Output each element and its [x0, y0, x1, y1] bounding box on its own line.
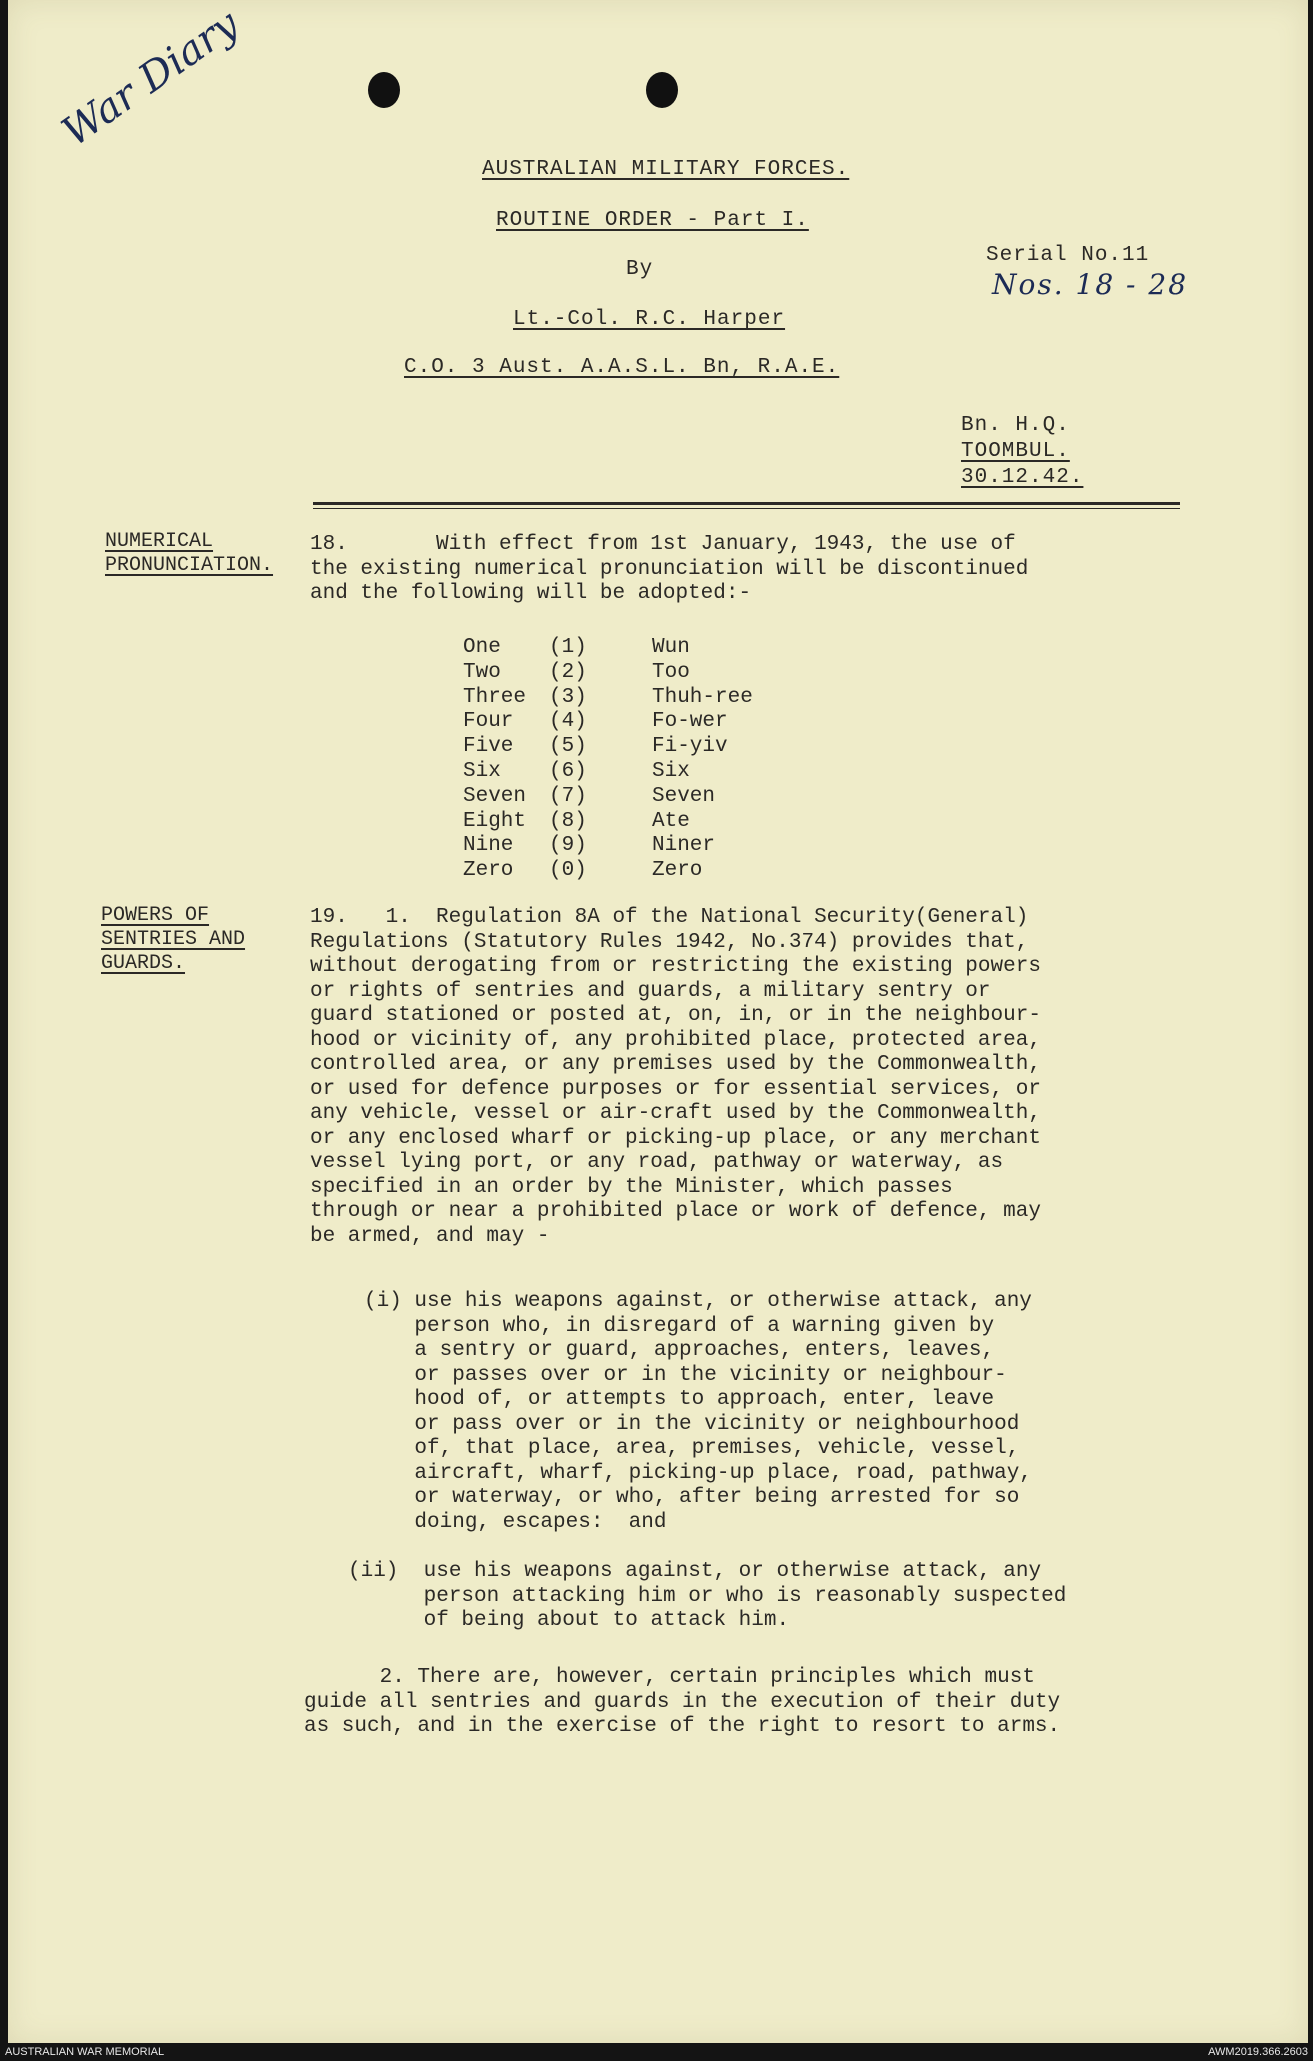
- number-pronunciation: Zero: [652, 859, 703, 883]
- by-line: By: [626, 258, 654, 281]
- document-page: [8, 0, 1308, 2043]
- number-digit: (2): [549, 660, 587, 684]
- divider: [313, 502, 1180, 505]
- pronunciation-row: [463, 636, 753, 661]
- number-word: Eight: [463, 809, 527, 833]
- punch-hole: [368, 72, 400, 108]
- number-word: Two: [463, 660, 501, 684]
- number-digit: (5): [549, 735, 587, 759]
- number-pronunciation: Thuh-ree: [652, 685, 753, 709]
- number-word: Seven: [463, 784, 527, 808]
- number-digit: (7): [549, 784, 587, 808]
- org-heading: AUSTRALIAN MILITARY FORCES.: [482, 158, 850, 181]
- hq-location: TOOMBUL.: [961, 440, 1070, 463]
- number-word: Four: [463, 710, 514, 734]
- number-pronunciation: Wun: [652, 636, 690, 659]
- number-word: Five: [463, 735, 514, 759]
- pronunciation-row: [463, 859, 753, 884]
- pronunciation-table: [463, 636, 753, 884]
- pronunciation-row: [463, 834, 753, 859]
- order-heading: ROUTINE ORDER - Part I.: [496, 209, 809, 232]
- pronunciation-row: [463, 735, 753, 760]
- number-pronunciation: Six: [652, 759, 690, 783]
- handwritten-order-numbers: Nos. 18 - 28: [992, 268, 1189, 301]
- number-digit: (9): [549, 834, 587, 858]
- section-19-clause-ii: (ii) use his weapons against, or otherwise attack, any person attacking him or who is reasonably suspected of being about to attack him.: [348, 1560, 1067, 1632]
- number-word: Six: [463, 759, 501, 783]
- pronunciation-row: [463, 785, 753, 810]
- number-digit: (4): [549, 710, 587, 734]
- pronunciation-row: [463, 686, 753, 711]
- number-pronunciation: Seven: [652, 784, 716, 808]
- number-pronunciation: Niner: [652, 834, 716, 858]
- number-word: Zero: [463, 859, 514, 883]
- footer-credit: AUSTRALIAN WAR MEMORIAL: [5, 2046, 165, 2058]
- section-19-text: 19. 1. Regulation 8A of the National Security(General) Regulations (Statutory Rules 1942, No.374) provides that, without derogating from or restricting the existing powers or rights of sentries and guards, a military sentry or guard stationed or posted at, on, in, or in the neighbour- hood or vicinity of, any prohibited place, protected area, controlled area, or any premises used by the Commonwealth, or used for defence purposes or for essential services, or any vehicle, vessel or air-craft used by the Commonwealth, or any enclosed wharf or picking-up place, or any merchant vessel lying port, or any road, pathway or waterway, as specified in an order by the Minister, which passes through or near a prohibited place or work of defence, may be armed, and may -: [310, 906, 1041, 1248]
- number-digit: (8): [549, 809, 587, 833]
- number-digit: (6): [549, 759, 587, 783]
- number-word: Three: [463, 685, 527, 709]
- section-18-text: 18. With effect from 1st January, 1943, the use of the existing numerical pronunciation will be discontinued and the following will be adopted:-: [310, 533, 1029, 605]
- number-pronunciation: Fo-wer: [652, 710, 728, 734]
- officer-name: Lt.-Col. R.C. Harper: [513, 308, 786, 331]
- unit-name: C.O. 3 Aust. A.A.S.L. Bn, R.A.E.: [404, 356, 840, 379]
- handwritten-war-diary: War Diary: [54, 1, 248, 156]
- number-word: One: [463, 636, 501, 659]
- number-pronunciation: Too: [652, 660, 690, 684]
- order-date: 30.12.42.: [961, 466, 1084, 489]
- divider: [313, 508, 1180, 509]
- pronunciation-row: [463, 661, 753, 686]
- number-digit: (0): [549, 859, 587, 883]
- number-word: Nine: [463, 834, 514, 858]
- section-19-clause-i: (i) use his weapons against, or otherwise attack, any person who, in disregard of a warning given by a sentry or guard, approaches, enters, leaves, or passes over or in the vicinity or neighbour- hood of, or attempts to approach, enter, leave or pass over or in the vicinity or neighbourhood of, that place, area, premises, vehicle, vessel, aircraft, wharf, picking-up place, road, pathway, or waterway, or who, after being arrested for so doing, escapes: and: [364, 1290, 1032, 1534]
- punch-hole: [646, 72, 678, 108]
- section-19-paragraph-2: 2. There are, however, certain principles which must guide all sentries and guards in the execution of their duty as such, and in the exercise of the right to resort to arms.: [304, 1666, 1061, 1738]
- pronunciation-row: [463, 810, 753, 835]
- pronunciation-row: [463, 760, 753, 785]
- number-digit: (3): [549, 685, 587, 709]
- number-pronunciation: Fi-yiv: [652, 735, 728, 759]
- number-digit: (1): [549, 636, 587, 659]
- hq-line: Bn. H.Q.: [961, 414, 1070, 437]
- footer-reference: AWM2019.366.2603: [1208, 2046, 1308, 2058]
- section-18-heading: NUMERICAL PRONUNCIATION.: [105, 530, 274, 577]
- section-19-heading: POWERS OF SENTRIES AND GUARDS.: [101, 904, 246, 975]
- serial-number: Serial No.11: [986, 244, 1150, 267]
- number-pronunciation: Ate: [652, 809, 690, 833]
- pronunciation-row: [463, 710, 753, 735]
